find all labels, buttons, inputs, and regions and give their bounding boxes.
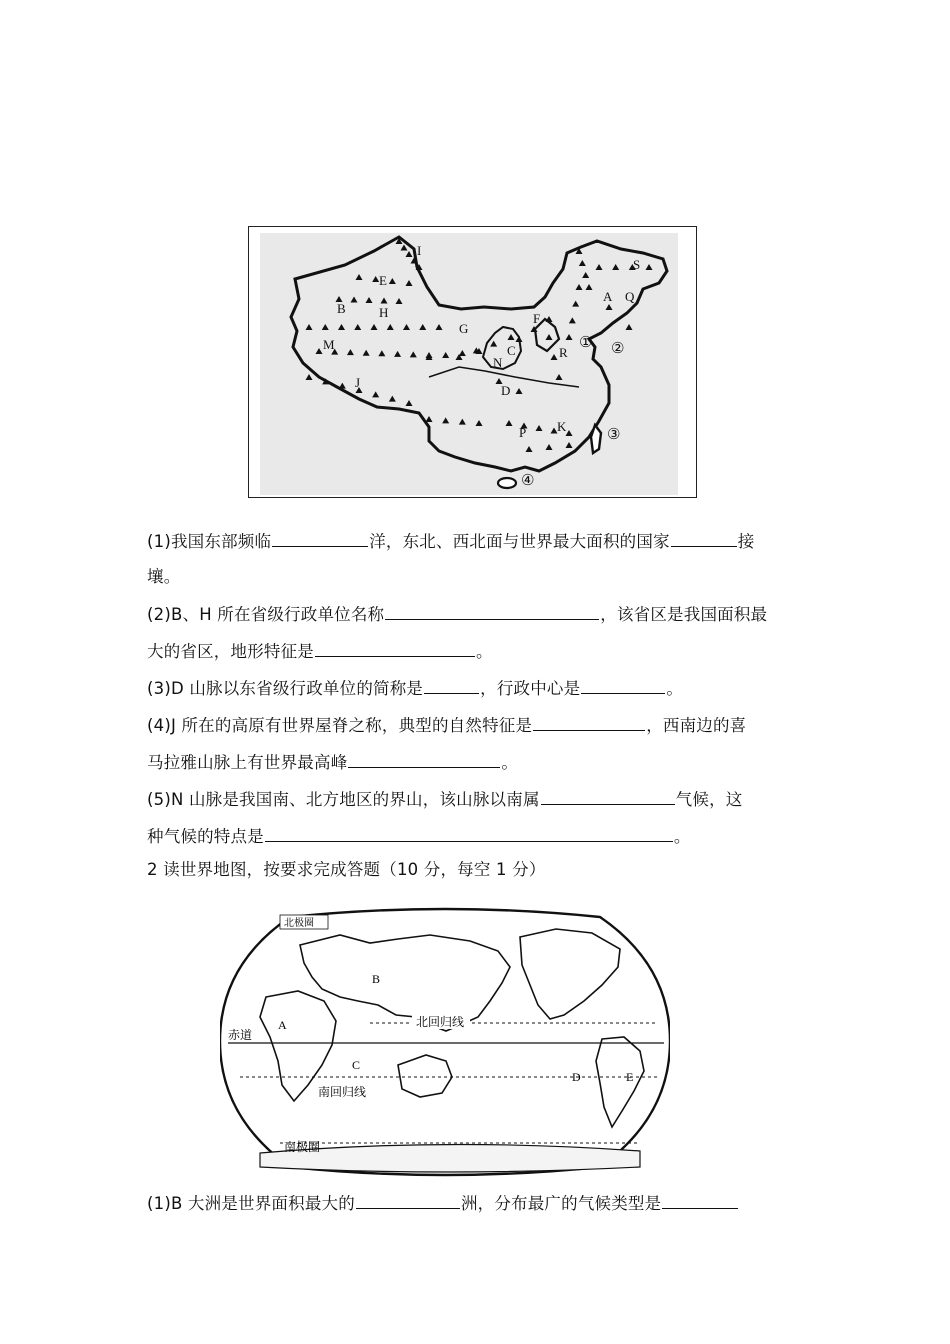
world-map [220,905,670,1177]
map-label-e: E [379,273,387,288]
continent-label-e: E [626,1070,634,1084]
answer-blank-terrain-feature[interactable] [315,638,475,657]
question-5-line-1 [147,786,742,812]
q1-text-a: (1)我国东部频临 [147,532,272,551]
answer-blank-highest-peak[interactable] [348,749,500,768]
china-map-figure [248,226,697,498]
answer-blank-ocean[interactable] [272,528,368,547]
section-2-question-1-line [147,1190,739,1216]
map-marker-1: ① [579,333,593,351]
map-label-n: N [493,355,503,370]
antarctic-circle-label: 南极圈 [284,1140,321,1154]
tropic-of-cancer-label: 北回归线 [416,1015,465,1029]
answer-blank-climate-type[interactable] [541,786,675,805]
q1-text-d: 壤。 [147,567,181,586]
q4-text-a: (4)J 所在的高原有世界屋脊之称，典型的自然特征是 [147,716,533,735]
hainan-island [498,478,516,488]
q2-text-b: ，该省区是我国面积最 [600,605,768,624]
s2q1-text-a: (1)B 大洲是世界面积最大的 [147,1194,355,1213]
map-label-d: D [501,383,511,398]
answer-blank-continent[interactable] [356,1190,460,1209]
map-label-b: B [337,301,346,316]
s2q1-text-b: 洲，分布最广的气候类型是 [460,1194,662,1213]
map-label-i: I [417,243,422,258]
question-5-line-2 [147,823,691,849]
answer-blank-capital[interactable] [581,675,665,694]
answer-blank-climate-feature[interactable] [265,823,673,842]
map-marker-4: ④ [521,471,535,489]
map-label-q: Q [625,289,635,304]
map-label-k: K [557,419,567,434]
question-2-line-1 [147,601,767,627]
map-marker-3: ③ [607,425,621,443]
question-1-line-2 [147,565,180,589]
answer-blank-natural-feature[interactable] [533,712,645,731]
answer-blank-province-name[interactable] [385,601,599,620]
q3-text-c: 。 [666,679,684,698]
map-frame [220,909,670,1175]
map-label-g: G [459,321,469,336]
continent-label-a: A [278,1018,287,1032]
map-label-c: C [507,343,516,358]
map-label-p: P [519,425,527,440]
question-1-line-1 [147,528,755,554]
question-4-line-1 [147,712,746,738]
q5-text-b: 气候，这 [675,790,743,809]
q5-text-d: 。 [673,827,691,846]
q5-text-a: (5)N 山脉是我国南、北方地区的界山，该山脉以南属 [147,790,540,809]
tropic-of-capricorn-label: 南回归线 [318,1085,367,1099]
q1-text-b: 洋，东北、西北面与世界最大面积的国家 [369,532,670,551]
q3-text-b: ，行政中心是 [480,679,581,698]
q2-text-a: (2)B、H 所在省级行政单位名称 [147,605,385,624]
q5-text-c: 种气候的特点是 [147,827,264,846]
question-4-line-2 [147,749,518,775]
q1-text-c: 接 [737,532,755,551]
q4-text-b: ，西南边的喜 [646,716,747,735]
map-marker-2: ② [611,339,625,357]
question-2-line-2 [147,638,493,664]
world-map-figure [220,905,670,1177]
equator-label: 赤道 [228,1028,253,1042]
map-label-r: R [559,345,568,360]
q2-text-c: 大的省区，地形特征是 [147,642,314,661]
answer-blank-province-abbr[interactable] [424,675,479,694]
map-label-m: M [323,337,335,352]
question-3-line [147,675,683,701]
continent-label-b: B [372,972,381,986]
china-map [249,227,696,497]
continent-label-d: D [572,1070,581,1084]
map-label-j: J [355,375,361,390]
section-2-title [147,858,546,882]
arctic-circle-label: 北极圈 [284,918,314,929]
continent-label-c: C [352,1058,361,1072]
q3-text-a: (3)D 山脉以东省级行政单位的简称是 [147,679,424,698]
map-label-f: F [533,311,541,326]
map-label-s: S [633,257,641,272]
q4-text-c: 马拉雅山脉上有世界最高峰 [147,753,348,772]
taiwan-island [591,425,601,453]
q2-text-d: 。 [476,642,493,661]
answer-blank-climate[interactable] [662,1190,738,1209]
q4-text-d: 。 [501,753,519,772]
map-label-h: H [379,305,389,320]
section-2-title-text: 2 读世界地图，按要求完成答题（10 分，每空 1 分） [147,860,546,879]
map-label-a: A [603,289,613,304]
answer-blank-neighbor-country[interactable] [671,528,737,547]
